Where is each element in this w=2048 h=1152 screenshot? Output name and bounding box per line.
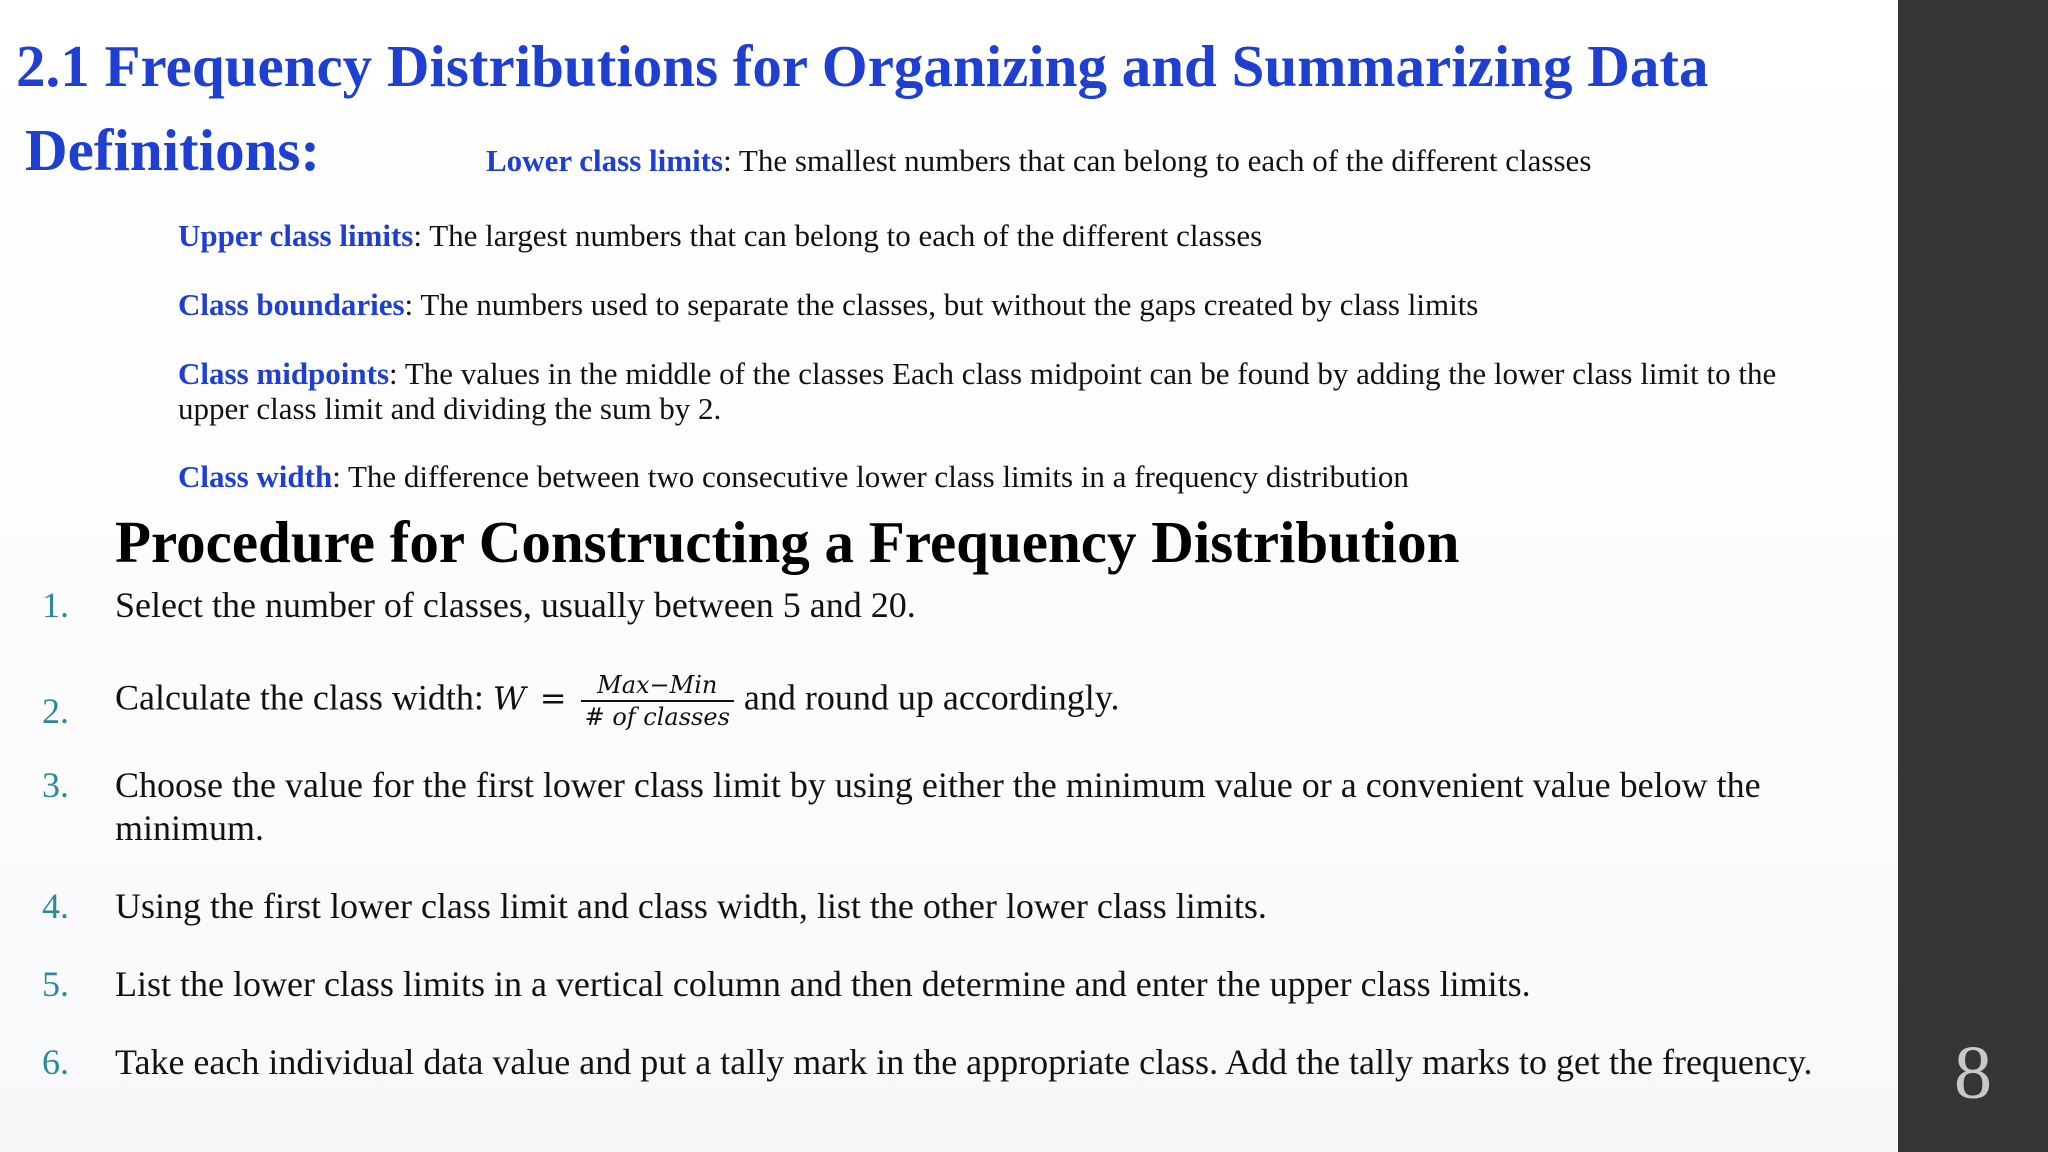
step-number: 2. (42, 691, 69, 731)
slide-sidebar (1898, 0, 2048, 1152)
formula-fraction (581, 670, 734, 732)
definition-text: : The difference between two consecutive lower class limits in a frequency distribution (332, 459, 1409, 494)
definition-text: : The largest numbers that can belong to each of the different classes (413, 218, 1263, 253)
step-text: Choose the value for the first lower class limit by using either the minimum value or a convenient value below the minimum. (115, 765, 1761, 848)
step-text: Using the first lower class limit and class width, list the other lower class limits. (115, 886, 1267, 926)
definition-term: Upper class limits (178, 218, 414, 253)
definition-term: Lower class limits (486, 143, 724, 178)
definition-text: : The values in the middle of the classes Each class midpoint can be found by adding the lower class limit to the upper class limit and dividing the sum by 2. (178, 356, 1777, 426)
definition-text: : The numbers used to separate the classes, but without the gaps created by class limits (404, 287, 1479, 322)
step-text (115, 670, 1880, 732)
step-number: 4. (42, 886, 69, 926)
definition-lower-class-limits (486, 143, 1591, 178)
step-text-after: and round up accordingly. (743, 677, 1120, 718)
definition-term: Class width (178, 459, 333, 494)
formula-denominator: # of classes (584, 703, 730, 731)
slide-title: 2.1 Frequency Distributions for Organizing and Summarizing Data (16, 33, 1709, 99)
step-number: 3. (42, 765, 69, 805)
definition-upper-class-limits (178, 218, 1262, 253)
step-number: 5. (42, 964, 69, 1004)
formula-variable: W (492, 679, 526, 718)
definition-term: Class boundaries (178, 287, 405, 322)
step-number: 1. (42, 585, 69, 625)
definition-class-width (178, 459, 1409, 494)
step-text-before: Calculate the class width: (115, 677, 493, 718)
procedure-heading: Procedure for Constructing a Frequency Distribution (115, 509, 1460, 575)
step-text: Select the number of classes, usually between 5 and 20. (115, 585, 916, 625)
definition-text: : The smallest numbers that can belong to each of the different classes (723, 143, 1592, 178)
formula-equals: = (539, 679, 567, 718)
definition-class-boundaries (178, 287, 1478, 322)
step-text: Take each individual data value and put a tally mark in the appropriate class. Add the tally marks to get the frequency. (115, 1042, 1813, 1082)
step-text: List the lower class limits in a vertical column and then determine and enter the upper class limits. (115, 964, 1531, 1004)
definition-class-midpoints (178, 356, 1838, 426)
step-number: 6. (42, 1042, 69, 1082)
class-width-formula (493, 670, 744, 732)
definitions-heading: Definitions: (25, 117, 320, 183)
page-number: 8 (1954, 1031, 1992, 1115)
definition-term: Class midpoints (178, 356, 390, 391)
formula-numerator: Max−Min (581, 670, 734, 702)
